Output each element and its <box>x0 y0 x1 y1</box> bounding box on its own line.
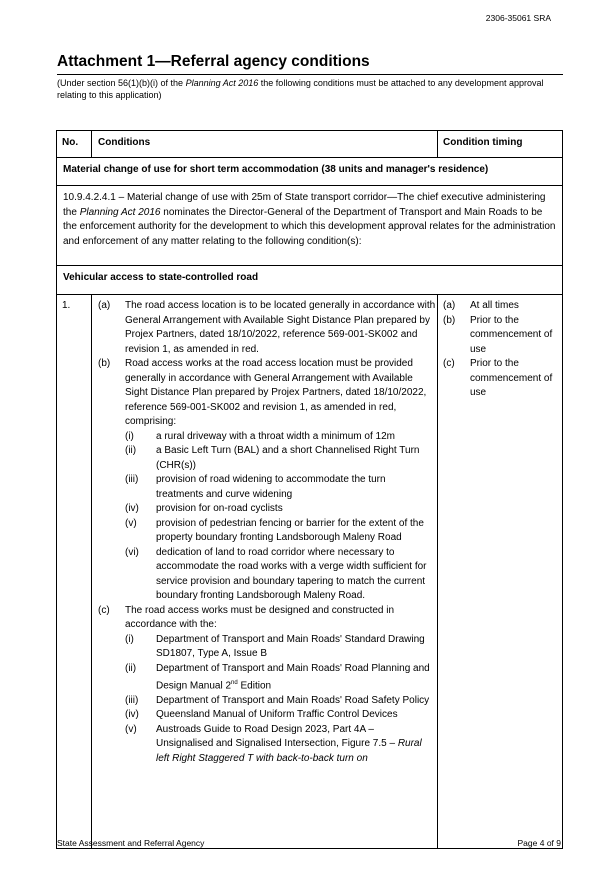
header-timing: Condition timing <box>443 137 523 148</box>
subitem: (iv) Queensland Manual of Uniform Traffic Control Devices <box>125 709 398 721</box>
title-underline <box>57 74 563 75</box>
subitem: (vi) dedication of land to road corridor where necessary to accommodate the road works with a verge width sufficient for service provision and boundary tapering to match the current boundary fronting Landsborough Maleny Road. <box>125 546 427 601</box>
subitem: (iv) provision for on-road cyclists <box>125 503 283 514</box>
subitem: (i) Department of Transport and Main Roads' Standard Drawing SD1807, Type A, Issue B <box>125 633 425 659</box>
subheading: Vehicular access to state-controlled road <box>57 266 562 295</box>
condition-item-b: (b) Road access works at the road access location must be provided generally in accordance with General Arrangement with Available Sight Distance Plan prepared by Projex Partners, dated 18/10/2022, reference 569-001-SK002 and revision 1, as amended in red, comprising: (i) a rural driveway with a throat width a minimum of 12m (ii) a Basic Left Turn (BAL) and a short Channelised Right Turn (CHR(s)) (iii) provision of road widening to accommodate the turn treatments and curve widening (iv) provision for on-road cyclists (v) provision of pedestrian fencing or barrier for the extent of the property boundary fronting Landsborough Maleny Road (vi) dedication of land to road corridor where necessary to accommodate the road works with a verge width sufficient for service provision and boundary tapering to match the current boundary fronting Landsborough Maleny Road. <box>98 357 437 604</box>
condition-timing <box>438 295 562 848</box>
subitem: (iii) provision of road widening to accommodate the turn treatments and curve widening <box>125 474 386 500</box>
header-no: No. <box>57 131 92 157</box>
footer-page-number: Page 4 of 9 <box>517 838 561 848</box>
subitem: (ii) a Basic Left Turn (BAL) and a short Channelised Right Turn (CHR(s)) <box>125 445 420 471</box>
table-header-row <box>57 131 562 158</box>
page-subtitle: (Under section 56(1)(b)(i) of the Planning Act 2016 the following conditions must be attached to any development approval relating to this application) <box>57 78 544 100</box>
timing-item-c: (c) Prior to the commencement of use <box>443 358 553 398</box>
subitem: (ii) Department of Transport and Main Roads' Road Planning and Design Manual 2nd Edition <box>125 662 430 692</box>
intro-paragraph: 10.9.4.2.4.1 – Material change of use with 25m of State transport corridor—The chief executive administering the Planning Act 2016 nominates the Director-General of the Department of Transport and Main Roads to be the enforcement authority for the development to which this development approval relates for the administration and enforcement of any matter relating to the following condition(s): <box>57 186 562 266</box>
row-number: 1. <box>57 295 92 848</box>
condition-item-a: (a) The road access location is to be located generally in accordance with General Arrangement with Available Sight Distance Plan prepared by Projex Partners, dated 18/10/2022, reference 569-001-SK002 and revision 1, as amended in red. <box>98 300 436 355</box>
document-reference: 2306-35061 SRA <box>485 13 551 23</box>
conditions-table <box>56 130 563 849</box>
subitem: (i) a rural driveway with a throat width a minimum of 12m <box>125 430 395 442</box>
header-conditions: Conditions <box>92 131 438 157</box>
timing-item-b: (b) Prior to the commencement of use <box>443 314 553 355</box>
condition-text <box>92 295 438 848</box>
page-title: Attachment 1—Referral agency conditions <box>57 53 370 70</box>
footer-agency: State Assessment and Referral Agency <box>57 838 205 848</box>
subitem: (v) provision of pedestrian fencing or barrier for the extent of the property boundary fronting Landsborough Maleny Road <box>125 517 424 543</box>
subitem: (iii) Department of Transport and Main Roads' Road Safety Policy <box>125 694 430 706</box>
condition-item-c: (c) The road access works must be designed and constructed in accordance with the: (i) Department of Transport and Main Roads' Standard Drawing SD1807, Type A, Issue B (ii) Department of Transport and Main Roads' Road Planning and Design Manual 2nd Edition (iii) Department of Transport and Main Roads' Road Safety Policy (iv) Queensland Manual of Uniform Traffic Control Devices (v) Austroads Guide to Road Design 2023, Part 4A – Unsignalised and Signalised Intersection, Figure 7.5 – Rural left Right Staggered T with back-to-back turn on <box>98 604 437 767</box>
subitem: (v) Austroads Guide to Road Design 2023, Part 4A – Unsignalised and Signalised Intersection, Figure 7.5 – Rural left Right Staggered T with back-to-back turn on <box>125 723 422 764</box>
timing-item-a: (a) At all times <box>443 300 519 311</box>
condition-row <box>57 295 562 848</box>
section-heading: Material change of use for short term accommodation (38 units and manager's residence) <box>57 158 562 186</box>
